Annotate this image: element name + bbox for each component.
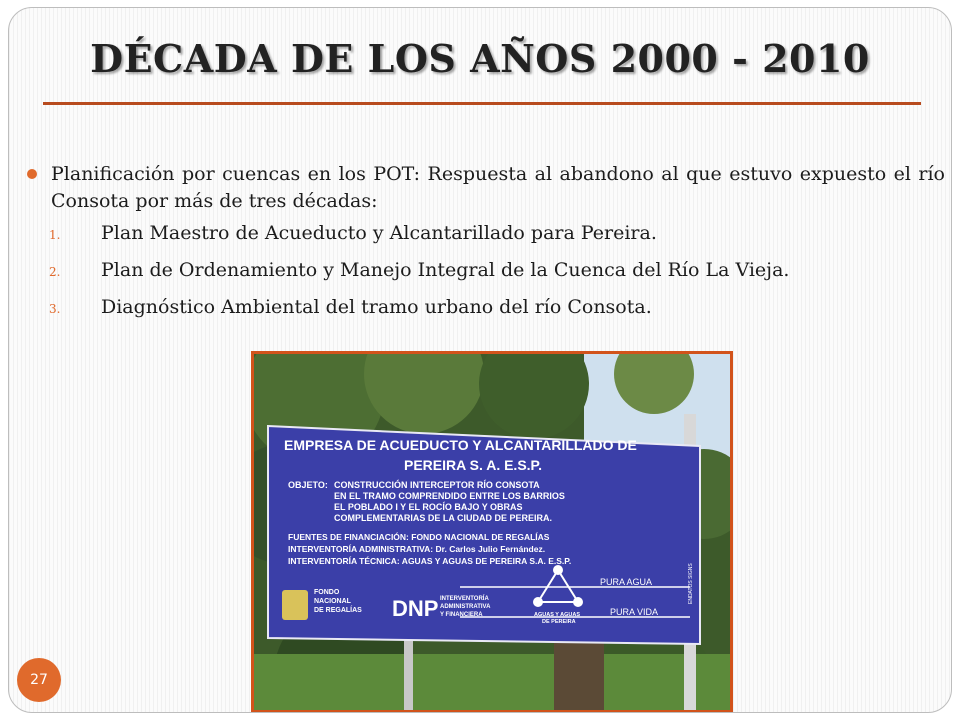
numbered-list [27, 222, 945, 333]
sign-photo-drawing [254, 354, 730, 710]
dnp-logo: DNP [392, 596, 439, 621]
list-item [49, 222, 945, 259]
slide [8, 7, 952, 713]
sign-slogan-top: PURA AGUA [600, 577, 653, 587]
sign-objeto-line: COMPLEMENTARIAS DE LA CIUDAD DE PEREIRA. [334, 513, 553, 523]
sign-side-text: ENDATOS SIGNS [688, 563, 694, 604]
list-item-text: Diagnóstico Ambiental del tramo urbano del río Consota. [101, 296, 652, 318]
aguas-logo-line: DE PEREIRA [542, 619, 576, 625]
dnp-logo-line: ADMINISTRATIVA [440, 604, 491, 610]
sign-slogan-bottom: PURA VIDA [610, 607, 659, 617]
slide-title: DÉCADA DE LOS AÑOS 2000 - 2010 [90, 36, 870, 81]
fondo-logo-line: NACIONAL [314, 598, 351, 605]
sign-objeto-line: CONSTRUCCIÓN INTERCEPTOR RÍO CONSOTA [334, 480, 540, 490]
bullet-text: Planificación por cuencas en los POT: Respuesta al abandono al que estuvo expuesto el río Consota por más de tres décadas: [51, 163, 945, 212]
list-item [49, 259, 945, 296]
sign-objeto-line: EL POBLADO I Y EL ROCÍO BAJO Y OBRAS [334, 502, 523, 512]
sign-heading-line1: EMPRESA DE ACUEDUCTO Y ALCANTARILLADO DE [284, 437, 637, 453]
slide-number-badge: 27 [17, 658, 61, 702]
aguas-logo-line: AGUAS Y AGUAS [534, 612, 581, 618]
coat-of-arms-icon [282, 590, 308, 620]
list-item-text: Plan de Ordenamiento y Manejo Integral de la Cuenca del Río La Vieja. [101, 259, 790, 281]
sign-photo [251, 351, 733, 713]
fondo-logo-line: FONDO [314, 589, 340, 596]
bullet-dot-icon [27, 169, 37, 179]
list-item-text: Plan Maestro de Acueducto y Alcantarillado para Pereira. [101, 222, 657, 244]
sign-fuentes: FUENTES DE FINANCIACIÓN: FONDO NACIONAL DE REGALÍAS [288, 532, 550, 542]
dnp-logo-line: Y FINANCIERA [440, 612, 483, 618]
slide-content [27, 161, 945, 333]
sign-objeto-label: OBJETO: [288, 480, 328, 490]
title-divider [43, 102, 921, 105]
sign-objeto-line: EN EL TRAMO COMPRENDIDO ENTRE LOS BARRIOS [334, 491, 565, 501]
sign-interventoria-tec: INTERVENTORÍA TÉCNICA: AGUAS Y AGUAS DE PEREIRA S.A. E.S.P. [288, 556, 572, 566]
list-item-number: 2. [49, 265, 61, 279]
list-item-number: 1. [49, 228, 61, 242]
dnp-logo-line: INTERVENTORÍA [440, 596, 489, 602]
list-item [49, 296, 945, 333]
fondo-logo-line: DE REGALÍAS [314, 607, 362, 614]
sign-heading-line2: PEREIRA S. A. E.S.P. [404, 457, 542, 473]
list-item-number: 3. [49, 302, 61, 316]
bullet-item [27, 161, 945, 215]
sign-interventoria-adm: INTERVENTORÍA ADMINISTRATIVA: Dr. Carlos Julio Fernández. [288, 544, 546, 554]
